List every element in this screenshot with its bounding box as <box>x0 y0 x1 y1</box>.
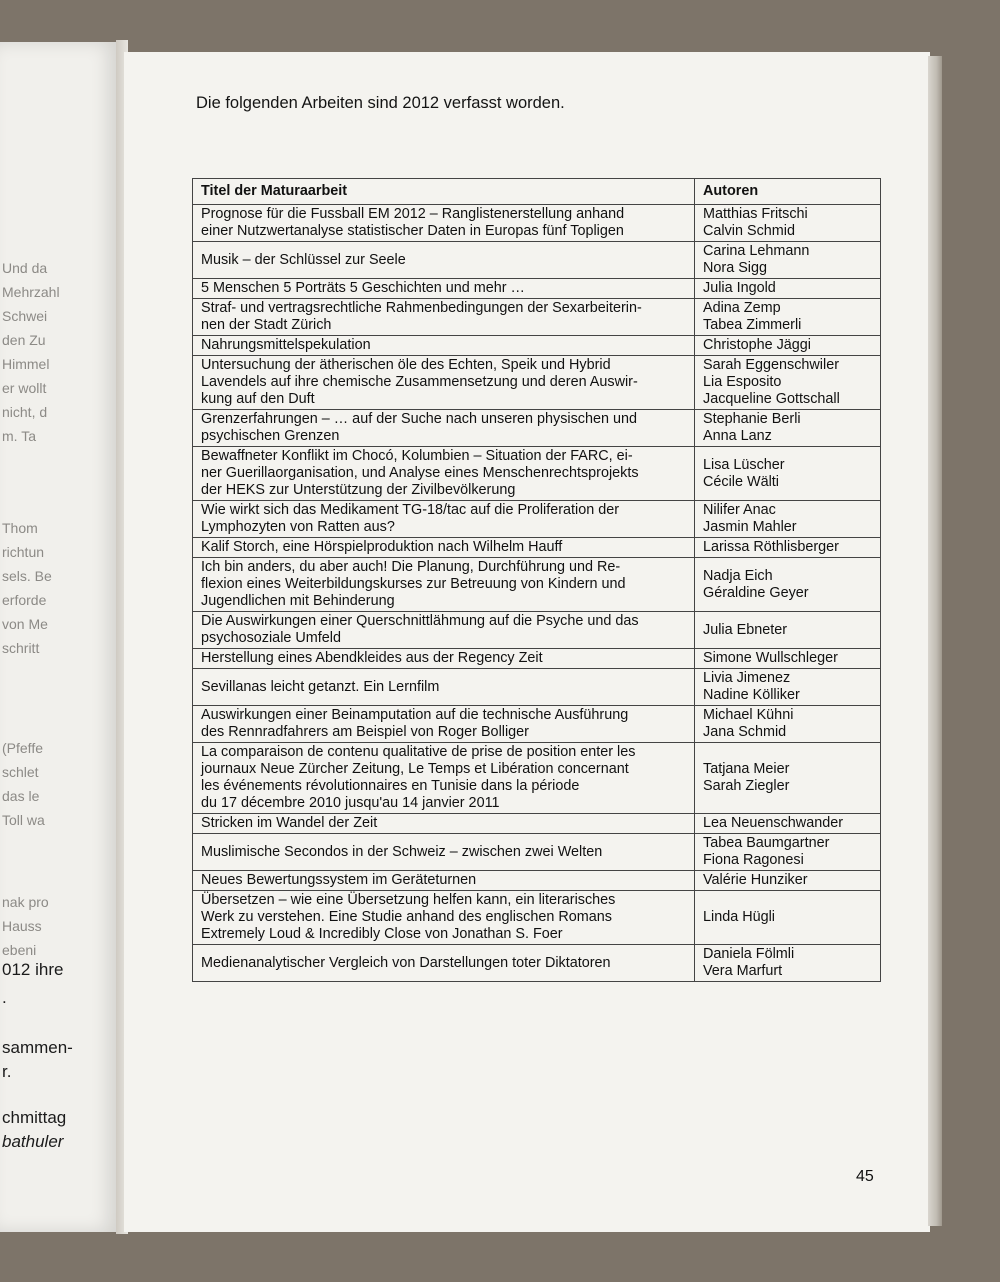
left-page-fragment: Mehrzahl <box>2 284 60 300</box>
left-page-fragment: Schwei <box>2 308 48 324</box>
table-row <box>193 871 881 891</box>
work-title-line: Nahrungsmittelspekulation <box>201 337 371 353</box>
work-title <box>193 447 695 501</box>
work-title <box>193 891 695 945</box>
work-title <box>193 814 695 834</box>
work-title-line: des Rennradfahrers am Beispiel von Roger Bolliger <box>201 724 529 740</box>
table-row <box>193 814 881 834</box>
left-page-fragment: von Me <box>2 616 48 632</box>
work-title-line: Straf- und vertragsrechtliche Rahmenbedingungen der Sexarbeiterin- <box>201 300 642 316</box>
intro-sentence: Die folgenden Arbeiten sind 2012 verfasst worden. <box>196 94 565 112</box>
work-title-line: Muslimische Secondos in der Schweiz – zwischen zwei Welten <box>201 843 603 860</box>
left-page-fragment: Himmel <box>2 356 50 372</box>
work-title <box>193 945 695 982</box>
table-row <box>193 205 881 242</box>
left-page-fragment: Toll wa <box>2 812 45 828</box>
table-row <box>193 834 881 871</box>
left-page-fragment: chmittag <box>2 1108 67 1127</box>
author-name: Christophe Jäggi <box>703 337 811 353</box>
page-number: 45 <box>856 1168 874 1185</box>
table-row <box>193 743 881 814</box>
left-page <box>0 42 118 1232</box>
table-row <box>193 558 881 612</box>
work-title-line: psychosoziale Umfeld <box>201 630 341 646</box>
table-row <box>193 447 881 501</box>
work-authors <box>695 336 881 356</box>
work-title-line: Bewaffneter Konflikt im Chocó, Kolumbien – Situation der FARC, ei- <box>201 448 633 464</box>
author-name: Tatjana Meier <box>703 761 790 777</box>
table-row <box>193 538 881 558</box>
author-name: Julia Ingold <box>703 280 776 296</box>
work-authors <box>695 356 881 410</box>
work-authors <box>695 299 881 336</box>
work-title-line: Sevillanas leicht getanzt. Ein Lernfilm <box>201 678 440 695</box>
work-title-line: Herstellung eines Abendkleides aus der Regency Zeit <box>201 650 543 666</box>
work-title-line: Grenzerfahrungen – … auf der Suche nach unseren physischen und <box>201 411 637 427</box>
author-name: Jana Schmid <box>703 724 787 740</box>
page-edge <box>928 56 942 1226</box>
author-name: Jacqueline Gottschall <box>703 391 840 407</box>
work-title <box>193 279 695 299</box>
header-authors: Autoren <box>695 179 881 205</box>
table-row <box>193 299 881 336</box>
work-title <box>193 558 695 612</box>
work-title-line: ner Guerillaorganisation, und Analyse eines Menschenrechtsprojekts <box>201 465 639 481</box>
work-authors <box>695 834 881 871</box>
work-authors <box>695 447 881 501</box>
work-authors <box>695 945 881 982</box>
table-row <box>193 706 881 743</box>
author-name: Michael Kühni <box>703 707 794 723</box>
work-title-line: kung auf den Duft <box>201 391 315 407</box>
work-authors <box>695 814 881 834</box>
work-title-line: Lymphozyten von Ratten aus? <box>201 519 395 535</box>
work-title <box>193 242 695 279</box>
work-title-line: Stricken im Wandel der Zeit <box>201 815 378 831</box>
work-title <box>193 669 695 706</box>
table-row <box>193 612 881 649</box>
work-authors <box>695 871 881 891</box>
work-title-line: Werk zu verstehen. Eine Studie anhand des englischen Romans <box>201 909 612 925</box>
left-page-fragment: nak pro <box>2 894 49 910</box>
author-name: Géraldine Geyer <box>703 584 809 601</box>
work-title <box>193 649 695 669</box>
author-name: Sarah Ziegler <box>703 778 790 794</box>
left-page-fragment: erforde <box>2 592 47 608</box>
table-row <box>193 336 881 356</box>
left-page-fragment: (Pfeffe <box>2 740 43 756</box>
work-title <box>193 871 695 891</box>
work-title-line: Ich bin anders, du aber auch! Die Planung, Durchführung und Re- <box>201 559 621 575</box>
work-authors <box>695 669 881 706</box>
work-title <box>193 612 695 649</box>
work-title-line: Prognose für die Fussball EM 2012 – Ranglistenerstellung anhand <box>201 206 625 222</box>
work-title-line: Untersuchung der ätherischen öle des Echten, Speik und Hybrid <box>201 357 611 373</box>
author-name: Vera Marfurt <box>703 963 783 979</box>
author-name: Nadja Eich <box>703 567 773 584</box>
left-page-fragment: r. <box>2 1062 12 1081</box>
author-name: Lisa Lüscher <box>703 456 785 473</box>
work-title <box>193 706 695 743</box>
author-name: Stephanie Berli <box>703 411 801 427</box>
work-title-line: Lavendels auf ihre chemische Zusammensetzung und deren Auswir- <box>201 374 638 390</box>
work-title-line: du 17 décembre 2010 jusqu'au 14 janvier 2011 <box>201 795 500 811</box>
work-title-line: Jugendlichen mit Behinderung <box>201 593 395 609</box>
table-row <box>193 501 881 538</box>
table-row <box>193 356 881 410</box>
author-name: Tabea Zimmerli <box>703 317 802 333</box>
author-name: Matthias Fritschi <box>703 206 808 222</box>
author-name: Cécile Wälti <box>703 473 779 490</box>
table-row <box>193 891 881 945</box>
work-authors <box>695 410 881 447</box>
work-authors <box>695 558 881 612</box>
author-name: Anna Lanz <box>703 428 772 444</box>
left-page-fragment: nicht, d <box>2 404 48 420</box>
table-row <box>193 669 881 706</box>
author-name: Fiona Ragonesi <box>703 852 804 868</box>
author-name: Nilifer Anac <box>703 502 776 518</box>
author-name: Julia Ebneter <box>703 621 787 638</box>
work-title-line: der HEKS zur Unterstützung der Zivilbevölkerung <box>201 482 516 498</box>
work-title-line: einer Nutzwertanalyse statistischer Daten in Europas fünf Topligen <box>201 223 624 239</box>
left-page-fragment: er wollt <box>2 380 47 396</box>
author-name: Lea Neuenschwander <box>703 815 844 831</box>
author-name: Livia Jimenez <box>703 670 791 686</box>
left-page-fragment: sammen- <box>2 1038 73 1057</box>
work-authors <box>695 242 881 279</box>
table-row <box>193 649 881 669</box>
left-page-fragment: . <box>2 988 7 1007</box>
author-name: Carina Lehmann <box>703 243 810 259</box>
work-authors <box>695 279 881 299</box>
work-authors <box>695 706 881 743</box>
work-title-line: Neues Bewertungssystem im Geräteturnen <box>201 872 477 888</box>
left-page-fragment: 012 ihre <box>2 960 64 979</box>
work-authors <box>695 891 881 945</box>
work-title-line: Auswirkungen einer Beinamputation auf die technische Ausführung <box>201 707 629 723</box>
work-title-line: Medienanalytischer Vergleich von Darstellungen toter Diktatoren <box>201 954 611 971</box>
author-name: Tabea Baumgartner <box>703 835 830 851</box>
work-title <box>193 834 695 871</box>
table-body <box>193 205 881 982</box>
work-title-line: Die Auswirkungen einer Querschnittlähmung auf die Psyche und das <box>201 613 639 629</box>
work-authors <box>695 205 881 242</box>
author-name: Calvin Schmid <box>703 223 795 239</box>
work-title <box>193 743 695 814</box>
author-name: Daniela Fölmli <box>703 946 795 962</box>
work-authors <box>695 501 881 538</box>
left-page-fragment: schlet <box>2 764 39 780</box>
author-name: Valérie Hunziker <box>703 872 808 888</box>
table-row <box>193 242 881 279</box>
left-page-fragment: den Zu <box>2 332 46 348</box>
work-authors <box>695 649 881 669</box>
left-page-fragment: das le <box>2 788 40 804</box>
left-page-fragment: m. Ta <box>2 428 36 444</box>
work-authors <box>695 538 881 558</box>
work-title <box>193 538 695 558</box>
table-row <box>193 945 881 982</box>
work-title <box>193 410 695 447</box>
work-title <box>193 205 695 242</box>
left-page-fragment: Und da <box>2 260 48 276</box>
work-title <box>193 336 695 356</box>
work-title <box>193 299 695 336</box>
work-title-line: les événements révolutionnaires en Tunisie dans la période <box>201 778 580 794</box>
left-page-fragment: sels. Be <box>2 568 52 584</box>
matura-works-table <box>192 178 881 982</box>
work-title-line: psychischen Grenzen <box>201 428 340 444</box>
work-title-line: Kalif Storch, eine Hörspielproduktion nach Wilhelm Hauff <box>201 539 563 555</box>
table-header-row <box>193 179 881 205</box>
work-title-line: nen der Stadt Zürich <box>201 317 332 333</box>
work-authors <box>695 612 881 649</box>
author-name: Simone Wullschleger <box>703 650 838 666</box>
work-title-line: Übersetzen – wie eine Übersetzung helfen kann, ein literarisches <box>201 892 616 908</box>
work-title-line: journaux Neue Zürcher Zeitung, Le Temps et Libération concernant <box>201 761 629 777</box>
left-page-fragment: richtun <box>2 544 45 560</box>
work-title-line: Wie wirkt sich das Medikament TG-18/tac auf die Proliferation der <box>201 502 620 518</box>
work-title-line: La comparaison de contenu qualitative de prise de position enter les <box>201 744 636 760</box>
author-name: Lia Esposito <box>703 374 782 390</box>
work-title-line: Extremely Loud & Incredibly Close von Jonathan S. Foer <box>201 926 563 942</box>
left-page-text-fragments <box>0 42 118 1232</box>
author-name: Sarah Eggenschwiler <box>703 357 839 373</box>
author-name: Nadine Kölliker <box>703 687 800 703</box>
author-name: Nora Sigg <box>703 260 767 276</box>
work-title <box>193 501 695 538</box>
author-name: Larissa Röthlisberger <box>703 539 839 555</box>
work-authors <box>695 743 881 814</box>
left-page-fragment: bathuler <box>2 1132 64 1151</box>
author-name: Linda Hügli <box>703 909 776 925</box>
left-page-fragment: ebeni <box>2 942 37 958</box>
author-name: Adina Zemp <box>703 300 781 316</box>
table-row <box>193 279 881 299</box>
table-row <box>193 410 881 447</box>
work-title <box>193 356 695 410</box>
left-page-fragment: Thom <box>2 520 38 536</box>
work-title-line: flexion eines Weiterbildungskurses zur Betreuung von Kindern und <box>201 576 626 592</box>
left-page-fragment: Hauss <box>2 918 42 934</box>
author-name: Jasmin Mahler <box>703 519 797 535</box>
left-page-fragment: schritt <box>2 640 40 656</box>
work-title-line: 5 Menschen 5 Porträts 5 Geschichten und mehr … <box>201 280 525 296</box>
header-title: Titel der Maturaarbeit <box>193 179 695 205</box>
work-title-line: Musik – der Schlüssel zur Seele <box>201 251 406 268</box>
